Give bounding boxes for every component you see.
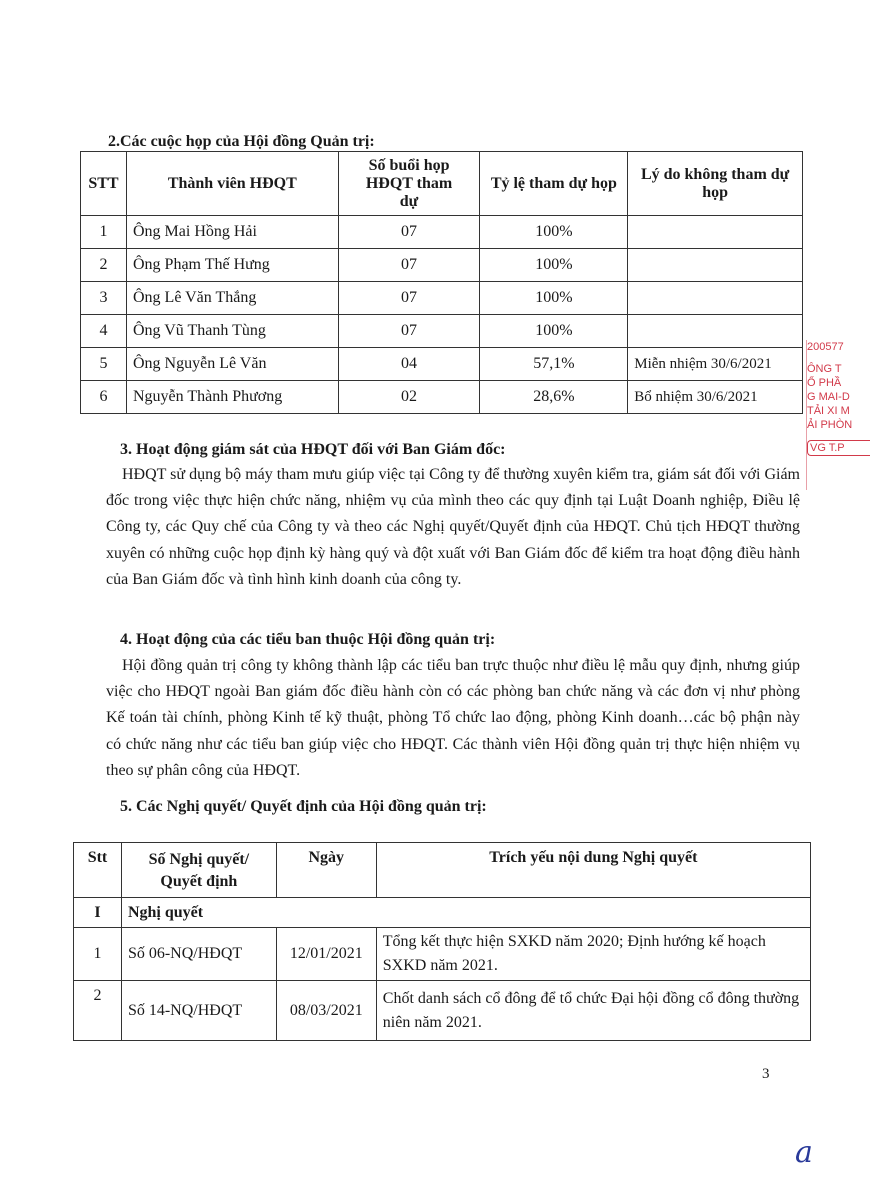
page-number: 3: [762, 1066, 770, 1082]
row-member: Ông Vũ Thanh Tùng: [126, 315, 338, 348]
row-member: Ông Lê Văn Thắng: [126, 282, 338, 315]
row-reason: Bổ nhiệm 30/6/2021: [628, 381, 803, 414]
row-stt: 3: [81, 282, 127, 315]
section-3-heading: 3. Hoạt động giám sát của HĐQT đối với Ban Giám đốc:: [120, 441, 506, 458]
row-summary: Chốt danh sách cổ đông để tổ chức Đại hội đồng cổ đông thường niên năm 2021.: [376, 981, 810, 1041]
meetings-table-header: [81, 152, 803, 216]
resolutions-table: [73, 842, 811, 1041]
row-stt: 6: [81, 381, 127, 414]
row-stt: 4: [81, 315, 127, 348]
row-sessions: 07: [338, 315, 480, 348]
row-rate: 57,1%: [480, 348, 628, 381]
header-date: Ngày: [276, 843, 376, 898]
row-member: Ông Mai Hồng Hải: [126, 216, 338, 249]
header-reason: Lý do không tham dự họp: [628, 152, 803, 216]
row-sessions: 07: [338, 249, 480, 282]
seal-text: G MAI-D: [807, 391, 850, 403]
table-row: [74, 981, 811, 1041]
section-4-body: Hội đồng quản trị công ty không thành lập các tiểu ban trực thuộc như điều lệ mẫu quy định, nhưng giúp việc cho HĐQT ngoài Ban giám đốc điều hành còn có các phòng ban chức năng và các đơn vị như phòng Kế toán tài chính, phòng Kinh tế kỹ thuật, phòng Tổ chức lao động, phòng Kinh doanh…các bộ phận này có chức năng như các tiểu ban giúp việc cho HĐQT. Các thành viên Hội đồng quản trị thực hiện nhiệm vụ theo sự phân công của HĐQT.: [106, 657, 800, 779]
group-label: Nghị quyết: [121, 898, 810, 928]
row-reason: [628, 282, 803, 315]
row-number: Số 14-NQ/HĐQT: [121, 981, 276, 1041]
section-2-heading: 2.Các cuộc họp của Hội đồng Quản trị:: [108, 133, 375, 150]
resolutions-table-header: [74, 843, 811, 898]
handwritten-initial: a: [795, 1135, 813, 1170]
seal-text: 200577: [807, 341, 844, 353]
table-row: [74, 898, 811, 928]
row-date: 08/03/2021: [276, 981, 376, 1041]
row-member: Ông Phạm Thế Hưng: [126, 249, 338, 282]
table-row: [81, 249, 803, 282]
group-number: I: [74, 898, 122, 928]
row-rate: 28,6%: [480, 381, 628, 414]
row-stt: 2: [81, 249, 127, 282]
company-seal: [806, 340, 871, 490]
row-rate: 100%: [480, 282, 628, 315]
row-sessions: 07: [338, 282, 480, 315]
table-row: [81, 216, 803, 249]
seal-text: ÔNG T: [807, 363, 842, 375]
header-stt: STT: [81, 152, 127, 216]
row-reason: Miễn nhiệm 30/6/2021: [628, 348, 803, 381]
table-row: [81, 315, 803, 348]
header-rate: Tỷ lệ tham dự họp: [480, 152, 628, 216]
row-member: Ông Nguyễn Lê Văn: [126, 348, 338, 381]
row-number: Số 06-NQ/HĐQT: [121, 928, 276, 981]
seal-text: Ổ PHẦ: [807, 377, 842, 389]
header-member: Thành viên HĐQT: [126, 152, 338, 216]
row-reason: [628, 315, 803, 348]
section-4-heading: 4. Hoạt động của các tiểu ban thuộc Hội đồng quản trị:: [120, 631, 496, 648]
header-stt: Stt: [74, 843, 122, 898]
table-row: [81, 381, 803, 414]
seal-text: VG T.P: [807, 440, 870, 456]
row-summary: Tổng kết thực hiện SXKD năm 2020; Định hướng kế hoạch SXKD năm 2021.: [376, 928, 810, 981]
row-sessions: 02: [338, 381, 480, 414]
row-rate: 100%: [480, 216, 628, 249]
row-sessions: 04: [338, 348, 480, 381]
row-date: 12/01/2021: [276, 928, 376, 981]
header-sessions: Số buổi họp HĐQT tham dự: [338, 152, 480, 216]
row-stt: 5: [81, 348, 127, 381]
seal-text: ẢI PHÒN: [807, 419, 853, 431]
header-number: Số Nghị quyết/ Quyết định: [121, 843, 276, 898]
row-sessions: 07: [338, 216, 480, 249]
header-summary: Trích yếu nội dung Nghị quyết: [376, 843, 810, 898]
row-stt: 2: [74, 981, 122, 1041]
meetings-table: [80, 151, 803, 414]
row-rate: 100%: [480, 249, 628, 282]
row-rate: 100%: [480, 315, 628, 348]
section-5-heading: 5. Các Nghị quyết/ Quyết định của Hội đồng quản trị:: [120, 798, 487, 815]
table-row: [74, 928, 811, 981]
row-stt: 1: [74, 928, 122, 981]
section-3-body: HĐQT sử dụng bộ máy tham mưu giúp việc tại Công ty để thường xuyên kiểm tra, giám sát đối với Giám đốc trong việc thực hiện chức năng, nhiệm vụ của mình theo các quy định tại Luật Doanh nghiệp, Điều lệ Công ty, các Quy chế của Công ty và theo các Nghị quyết/Quyết định của HĐQT. Chủ tịch HĐQT thường xuyên có những cuộc họp định kỳ hàng quý và đột xuất với Ban Giám đốc để kiểm tra hoạt động điều hành của Ban Giám đốc và tình hình kinh doanh của công ty.: [106, 466, 800, 588]
row-stt: 1: [81, 216, 127, 249]
table-row: [81, 348, 803, 381]
table-row: [81, 282, 803, 315]
row-member: Nguyễn Thành Phương: [126, 381, 338, 414]
row-reason: [628, 249, 803, 282]
row-reason: [628, 216, 803, 249]
seal-text: TẢI XI M: [807, 405, 850, 417]
